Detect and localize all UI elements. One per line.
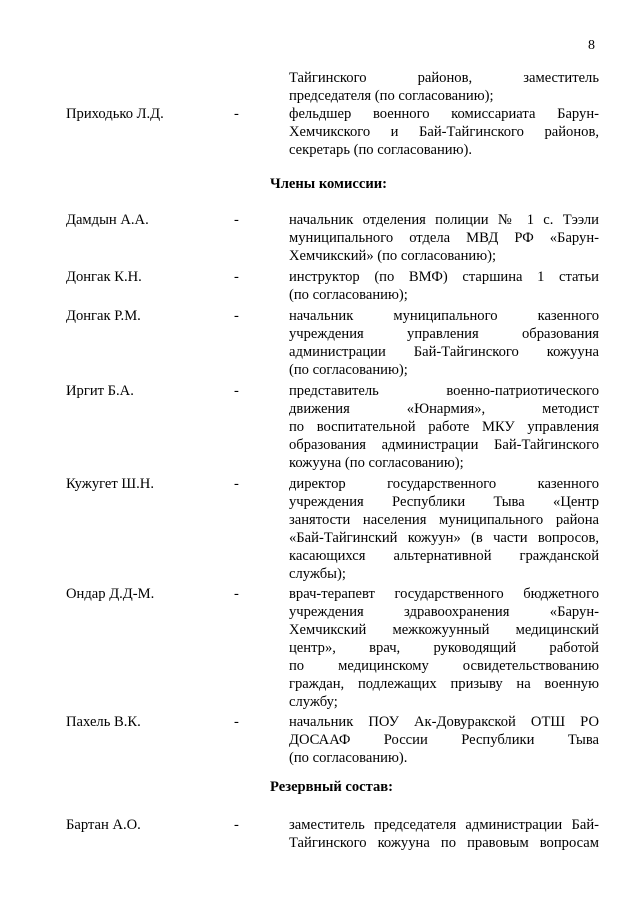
- description-line: по медицинскому освидетельствованию: [289, 658, 599, 674]
- entry-dash: -: [234, 714, 239, 730]
- description-line: инструктор (по ВМФ) старшина 1 статьи: [289, 269, 599, 285]
- entry-description: [289, 105, 599, 159]
- entry-dash: -: [234, 383, 239, 399]
- entry-name: Пахель В.К.: [66, 714, 141, 730]
- entry-description: [289, 382, 599, 472]
- entry-dash: -: [234, 106, 239, 122]
- description-line: администрации Бай-Тайгинского кожууна: [289, 344, 599, 360]
- description-line: врач-терапевт государственного бюджетного: [289, 586, 599, 602]
- page-number: 8: [588, 38, 595, 53]
- description-line: граждан, подлежащих призыву на военную: [289, 676, 599, 692]
- description-line: Хемчикского и Бай-Тайгинского районов,: [289, 124, 599, 140]
- description-line: движения «Юнармия», методист: [289, 401, 599, 417]
- description-line: Тайгинского районов, заместитель: [289, 70, 599, 86]
- entry-description: [289, 713, 599, 767]
- entry-description: [289, 816, 599, 852]
- entry-dash: -: [234, 269, 239, 285]
- description-line: кожууна (по согласованию);: [289, 455, 464, 471]
- entry-description: [289, 69, 599, 105]
- entry-name: Ондар Д.Д-М.: [66, 586, 155, 602]
- description-line: (по согласованию);: [289, 362, 408, 378]
- description-line: начальник отделения полиции № 1 с. Тээли: [289, 212, 599, 228]
- description-line: по воспитательной работе МКУ управления: [289, 419, 599, 435]
- entry-name: Иргит Б.А.: [66, 383, 134, 399]
- entry-dash: -: [234, 212, 239, 228]
- description-line: начальник ПОУ Ак-Довуракской ОТШ РО: [289, 714, 599, 730]
- entry-name: Донгак Р.М.: [66, 308, 141, 324]
- entry-name: Кужугет Ш.Н.: [66, 476, 154, 492]
- entry-name: Донгак К.Н.: [66, 269, 142, 285]
- description-line: занятости населения муниципального района: [289, 512, 599, 528]
- description-line: начальник муниципального казенного: [289, 308, 599, 324]
- entry-name: Дамдын А.А.: [66, 212, 149, 228]
- entry-dash: -: [234, 476, 239, 492]
- entry-description: [289, 268, 599, 304]
- entry-dash: -: [234, 586, 239, 602]
- entry-dash: -: [234, 308, 239, 324]
- description-line: центр», врач, руководящий работой: [289, 640, 599, 656]
- description-line: «Бай-Тайгинский кожуун» (в части вопросов,: [289, 530, 599, 546]
- entry-name: Бартан А.О.: [66, 817, 141, 833]
- entry-description: [289, 585, 599, 711]
- description-line: касающихся альтернативной гражданской: [289, 548, 599, 564]
- description-line: фельдшер военного комиссариата Барун-: [289, 106, 599, 122]
- description-line: (по согласованию);: [289, 287, 408, 303]
- description-line: образования администрации Бай-Тайгинского: [289, 437, 599, 453]
- description-line: секретарь (по согласованию).: [289, 142, 473, 158]
- description-line: учреждения управления образования: [289, 326, 599, 342]
- description-line: (по согласованию).: [289, 750, 408, 766]
- entry-dash: -: [234, 817, 239, 833]
- description-line: учреждения Республики Тыва «Центр: [289, 494, 599, 510]
- description-line: муниципального отдела МВД РФ «Барун-: [289, 230, 599, 246]
- description-line: заместитель председателя администрации Бай-: [289, 817, 599, 833]
- reserve-heading: Резервный состав:: [270, 779, 394, 795]
- description-line: Тайгинского кожууна по правовым вопросам: [289, 835, 599, 851]
- description-line: директор государственного казенного: [289, 476, 599, 492]
- entry-name: Приходько Л.Д.: [66, 106, 164, 122]
- entry-description: [289, 475, 599, 583]
- description-line: учреждения здравоохранения «Барун-: [289, 604, 599, 620]
- description-line: службу;: [289, 694, 338, 710]
- description-line: представитель военно-патриотического: [289, 383, 599, 399]
- description-line: Хемчикский» (по согласованию);: [289, 248, 497, 264]
- entry-description: [289, 307, 599, 379]
- description-line: председателя (по согласованию);: [289, 88, 494, 104]
- description-line: службы);: [289, 566, 346, 582]
- description-line: ДОСААФ России Республики Тыва: [289, 732, 599, 748]
- description-line: Хемчикский межкожуунный медицинский: [289, 622, 599, 638]
- members-heading: Члены комиссии:: [270, 176, 388, 192]
- entry-description: [289, 211, 599, 265]
